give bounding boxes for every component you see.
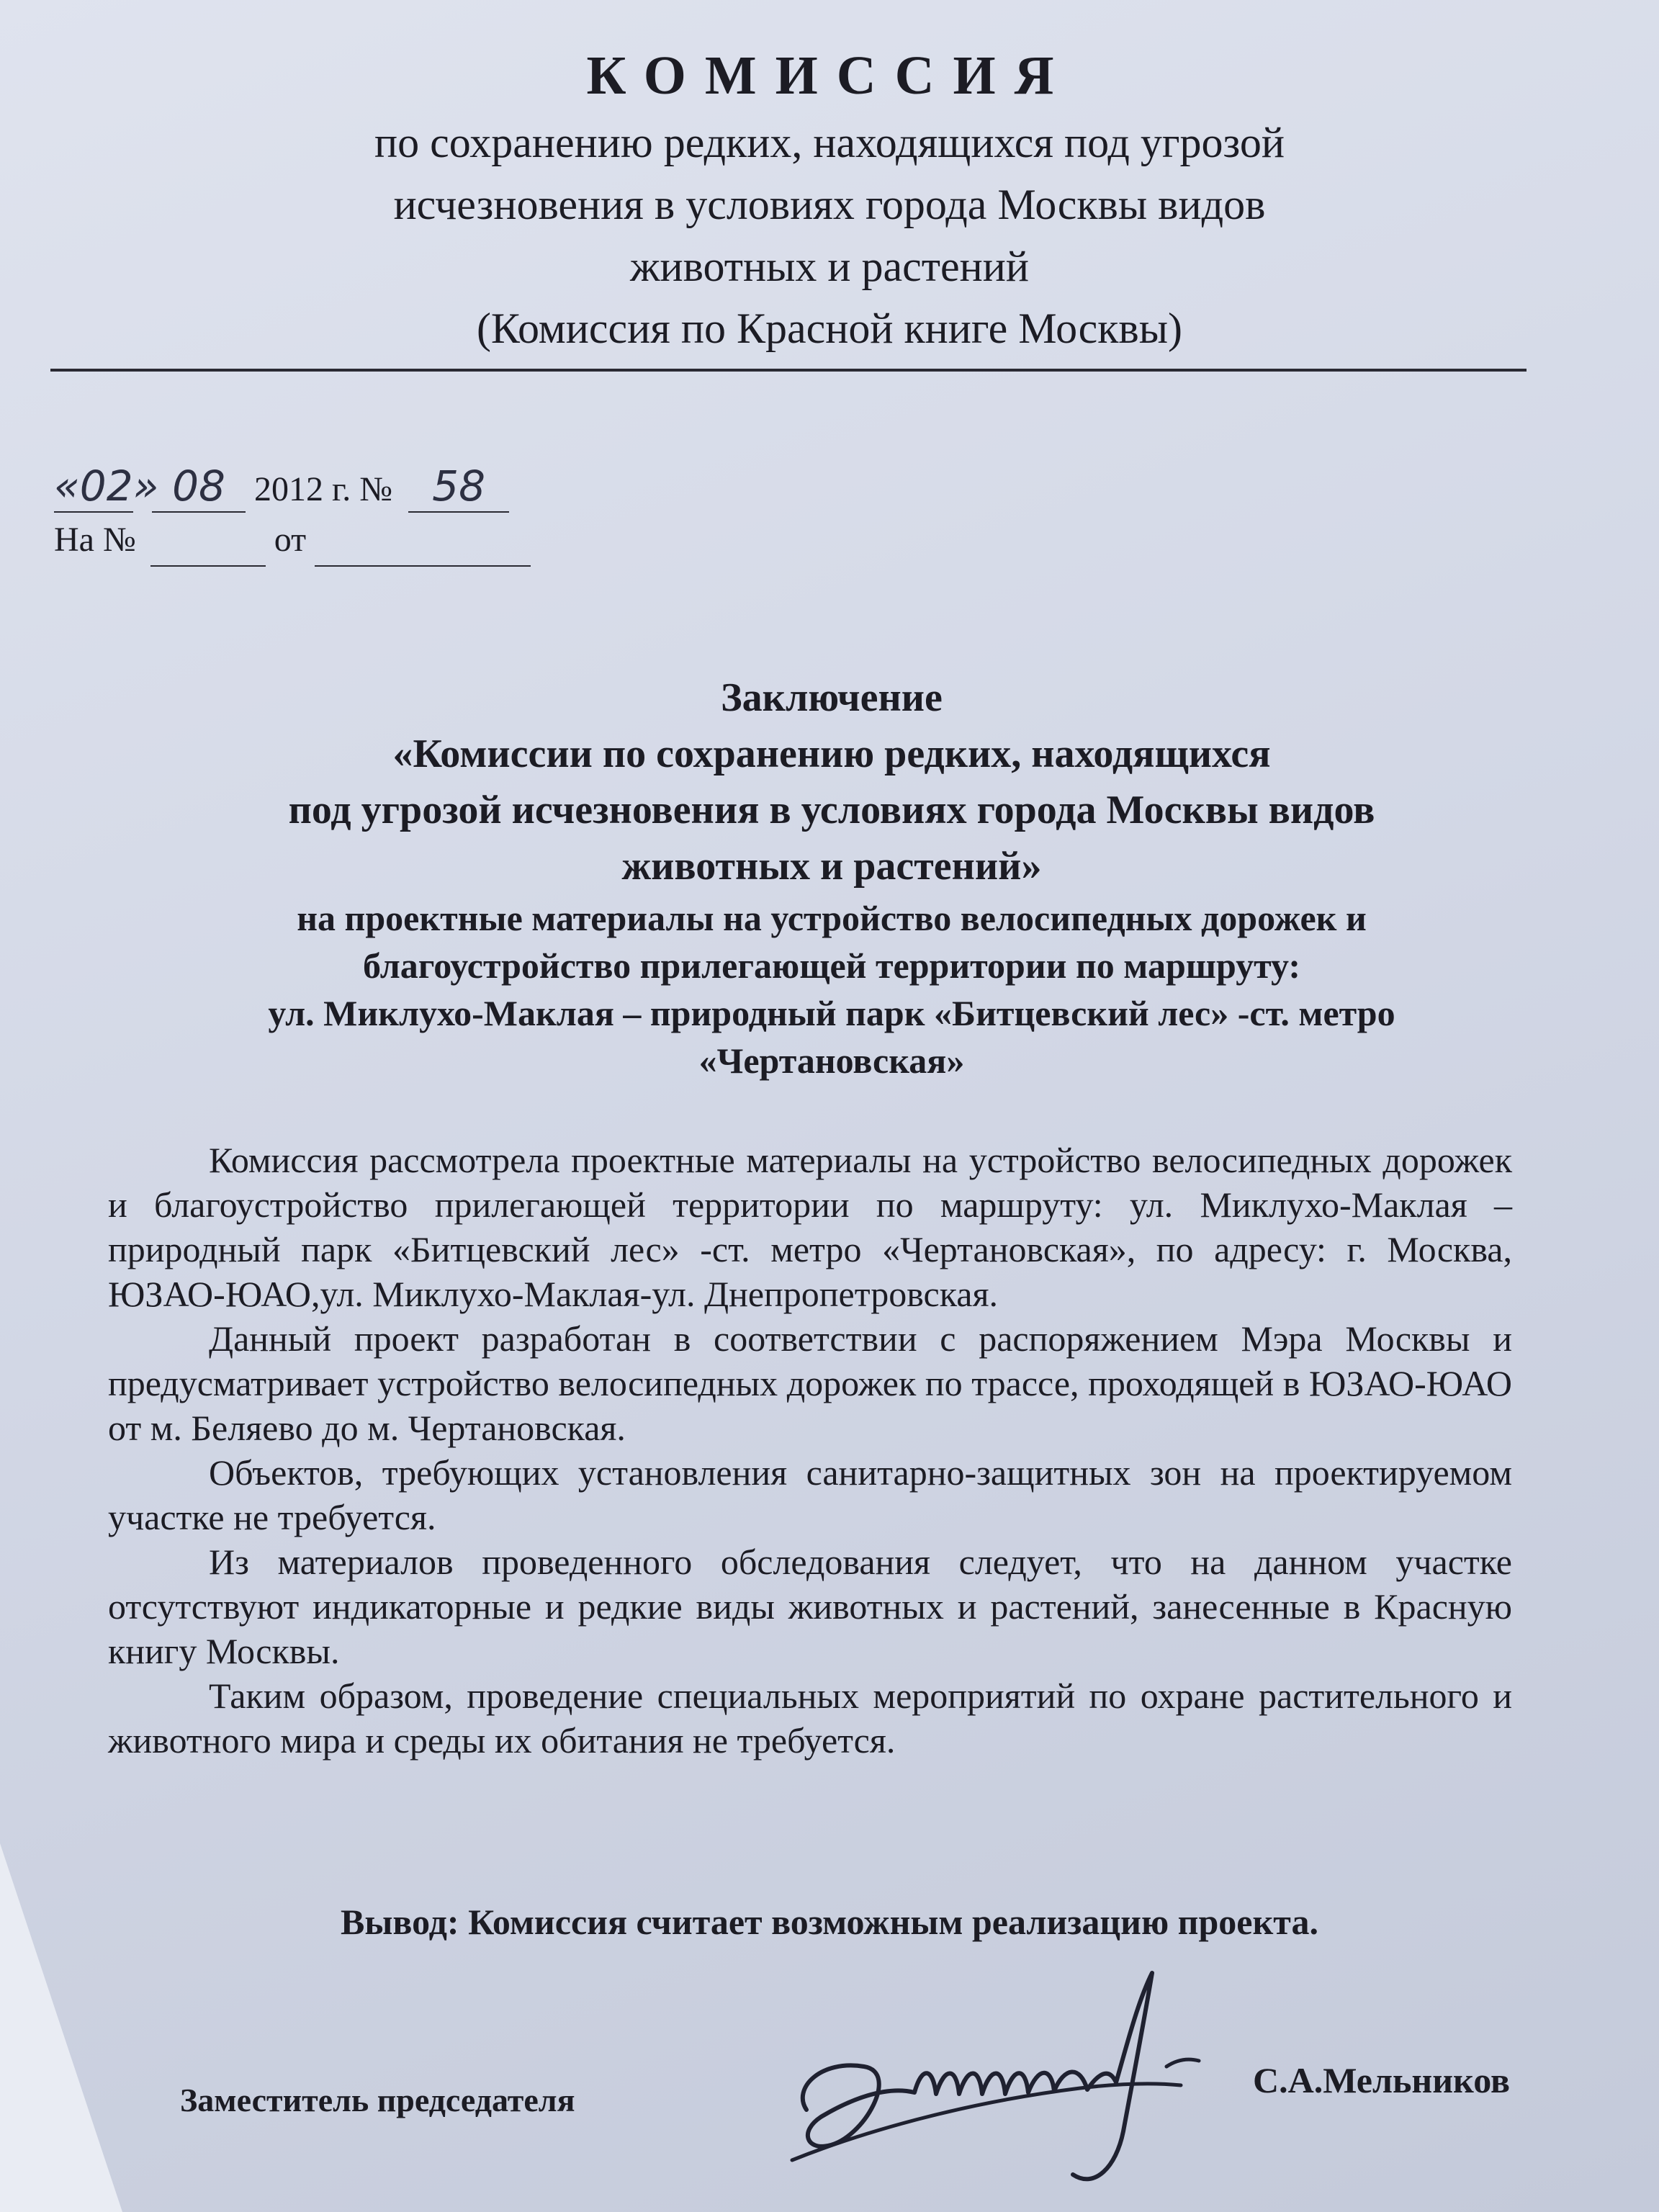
year-number-label: 2012 г. № bbox=[254, 470, 393, 508]
conclusion-detail-line-2: благоустройство прилегающей территории по маршруту: bbox=[362, 945, 1301, 986]
body-paragraph-5: Таким образом, проведение специальных мероприятий по охране растительного и животного мира и среды их обитания не требуется. bbox=[108, 1676, 1512, 1761]
conclusion-subject-line-2: под угрозой исчезновения в условиях города Москвы видов bbox=[288, 788, 1375, 832]
signatory-name: С.А.Мельников bbox=[1253, 2060, 1510, 2100]
body-paragraph-1: Комиссия рассмотрела проектные материалы на устройство велосипедных дорожек и благоустройство прилегающей территории по маршруту: ул. Миклухо-Маклая – природный парк «Битцевский лес» -ст. метро «Чертановская», по адресу: г. Москва, ЮЗАО-ЮАО,ул. Миклухо-Маклая-ул. Днепропетровская. bbox=[108, 1140, 1512, 1314]
body-paragraph-2: Данный проект разработан в соответствии с распоряжением Мэра Москвы и предусматривает устройство велосипедных дорожек по трассе, проходящей в ЮЗАО-ЮАО от м. Беляево до м. Чертановская. bbox=[108, 1318, 1512, 1448]
letterhead-divider bbox=[50, 369, 1527, 372]
conclusion-detail-line-4: «Чертановская» bbox=[698, 1040, 965, 1081]
reference-row bbox=[54, 515, 531, 567]
signatory-position: Заместитель председателя bbox=[180, 2082, 575, 2118]
org-short-name: (Комиссия по Красной книге Москвы) bbox=[476, 305, 1183, 352]
handwritten-signature bbox=[778, 1959, 1238, 2203]
body-paragraph-3: Объектов, требующих установления санитарно-защитных зон на проектируемом участке не требуется. bbox=[108, 1452, 1512, 1537]
reference-from-label: от bbox=[274, 521, 307, 559]
conclusion-subject-line-3: животных и растений» bbox=[621, 844, 1042, 889]
paper-fold-corner bbox=[0, 1843, 122, 2212]
document-dateline bbox=[54, 461, 531, 567]
letterhead bbox=[0, 40, 1659, 359]
conclusion-detail-line-3: ул. Миклухо-Маклая – природный парк «Битцевский лес» -ст. метро bbox=[268, 993, 1395, 1033]
reference-number-blank bbox=[150, 515, 266, 567]
date-number-row bbox=[54, 461, 531, 515]
body-paragraph-4: Из материалов проведенного обследования следует, что на данном участке отсутствуют индикаторные и редкие виды животных и растений, занесенные в Красную книгу Москвы. bbox=[108, 1542, 1512, 1671]
conclusion-title: Заключение bbox=[721, 675, 943, 720]
reference-date-blank bbox=[315, 515, 531, 567]
reference-number-label: На № bbox=[54, 521, 136, 559]
verdict: Вывод: Комиссия считает возможным реализацию проекта. bbox=[341, 1902, 1318, 1942]
org-name-line-2: исчезновения в условиях города Москвы видов bbox=[393, 181, 1266, 228]
handwritten-doc-number: 58 bbox=[408, 461, 509, 513]
handwritten-day: «02» bbox=[54, 461, 133, 513]
handwritten-month: 08 bbox=[152, 461, 246, 513]
org-title: КОМИССИЯ bbox=[586, 45, 1073, 106]
conclusion-heading bbox=[94, 670, 1570, 1084]
conclusion-detail-line-1: на проектные материалы на устройство велосипедных дорожек и bbox=[297, 898, 1367, 938]
document-body bbox=[108, 1138, 1512, 1763]
org-name-line-1: по сохранению редких, находящихся под угрозой bbox=[374, 119, 1285, 166]
org-name-line-3: животных и растений bbox=[630, 243, 1029, 290]
conclusion-subject-line-1: «Комиссии по сохранению редких, находящихся bbox=[392, 732, 1271, 776]
